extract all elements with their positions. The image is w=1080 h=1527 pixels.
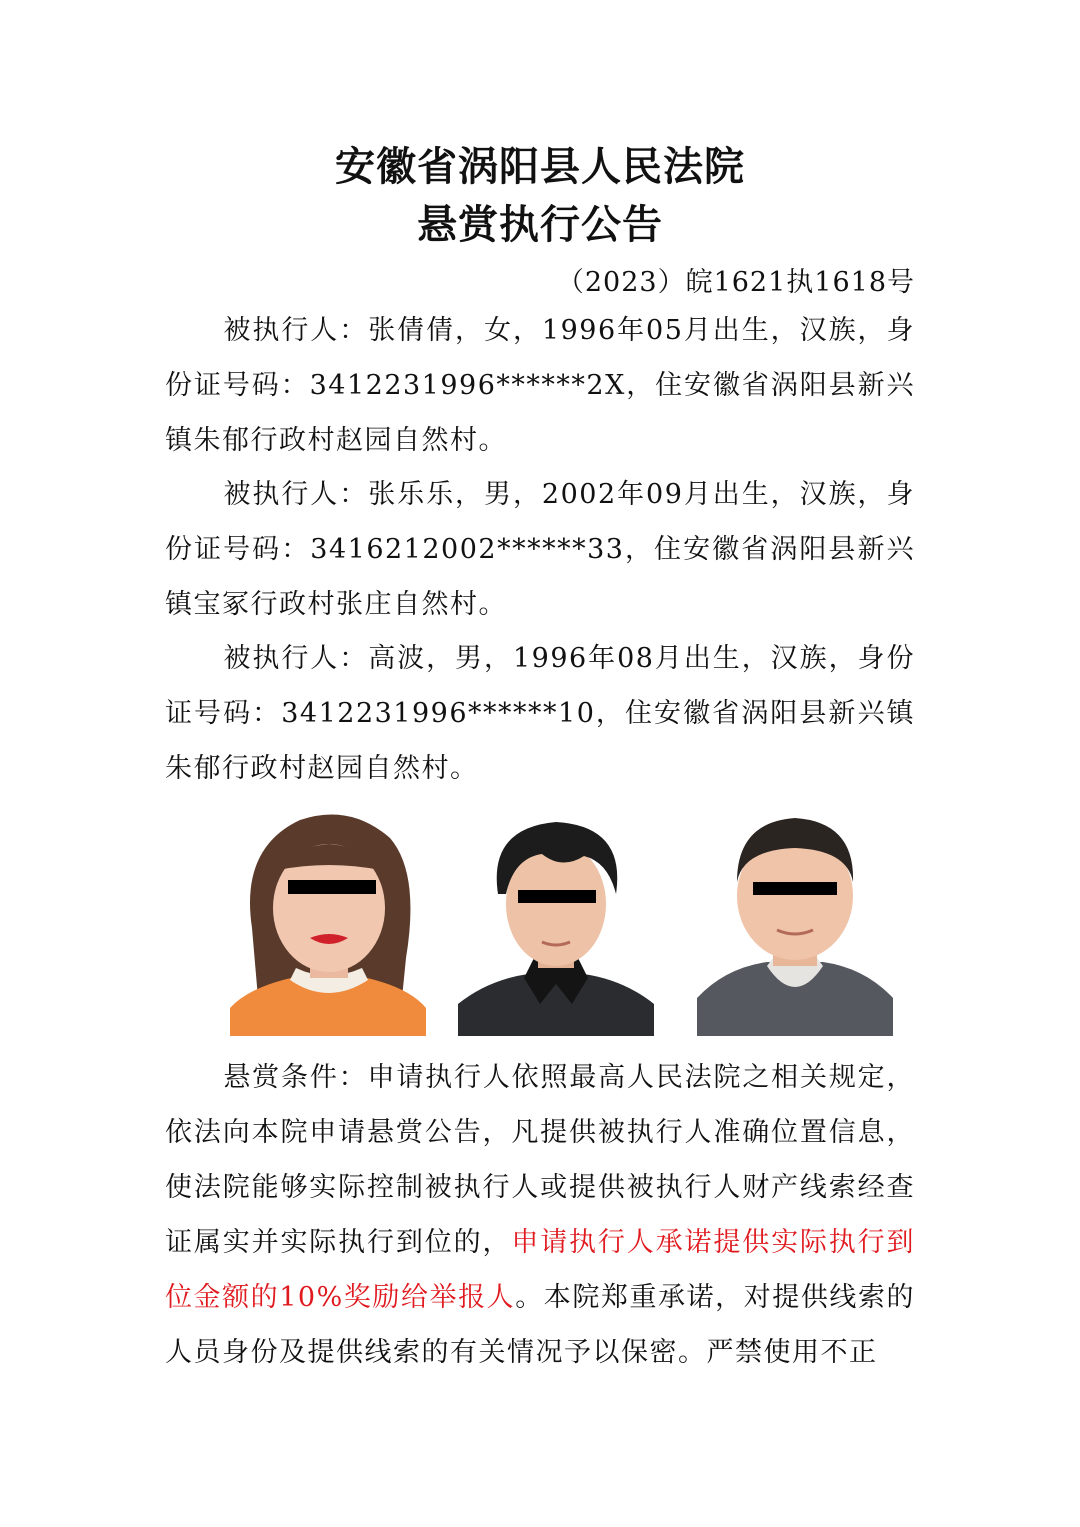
person-1-text: 被执行人：张倩倩，女，1996年05月出生，汉族，身份证号码：3412231996******2X，住安徽省涡阳县新兴镇朱郁行政村赵园自然村。 (165, 315, 915, 456)
court-title: 安徽省涡阳县人民法院 (335, 143, 745, 190)
person-3-text: 被执行人：高波，男，1996年08月出生，汉族，身份证号码：3412231996******10，住安徽省涡阳县新兴镇朱郁行政村赵园自然村。 (165, 643, 915, 784)
photo-person-1 (230, 808, 426, 1036)
person-2-text: 被执行人：张乐乐，男，2002年09月出生，汉族，身份证号码：3416212002******33，住安徽省涡阳县新兴镇宝冢行政村张庄自然村。 (165, 479, 915, 620)
photo-person-3 (697, 808, 893, 1036)
person-paragraph-2 (165, 467, 915, 632)
reward-text-part2: 。本院郑重承诺，对提供线索的人员身份及提供线索的有关情况予以保密。严禁使用不正 (165, 1282, 916, 1368)
reward-highlight: 申请执行人承诺提供实际执行到位金额的10%奖励给举报人 (165, 1227, 916, 1313)
portrait-woman-image (230, 808, 426, 1036)
portrait-man-1-image (458, 808, 654, 1036)
reward-paragraph (165, 1050, 915, 1380)
case-number: （2023）皖1621执1618号 (556, 267, 915, 298)
person-paragraph-3 (165, 631, 915, 796)
person-paragraph-1 (165, 303, 915, 468)
photo-person-2 (458, 808, 654, 1036)
reward-text-part1: 悬赏条件：申请执行人依照最高人民法院之相关规定，依法向本院申请悬赏公告，凡提供被执行人准确位置信息，使法院能够实际控制被执行人或提供被执行人财产线索经查证属实并实际执行到位的， (165, 1062, 915, 1258)
notice-title: 悬赏执行公告 (417, 201, 663, 248)
portrait-man-2-image (697, 808, 893, 1036)
